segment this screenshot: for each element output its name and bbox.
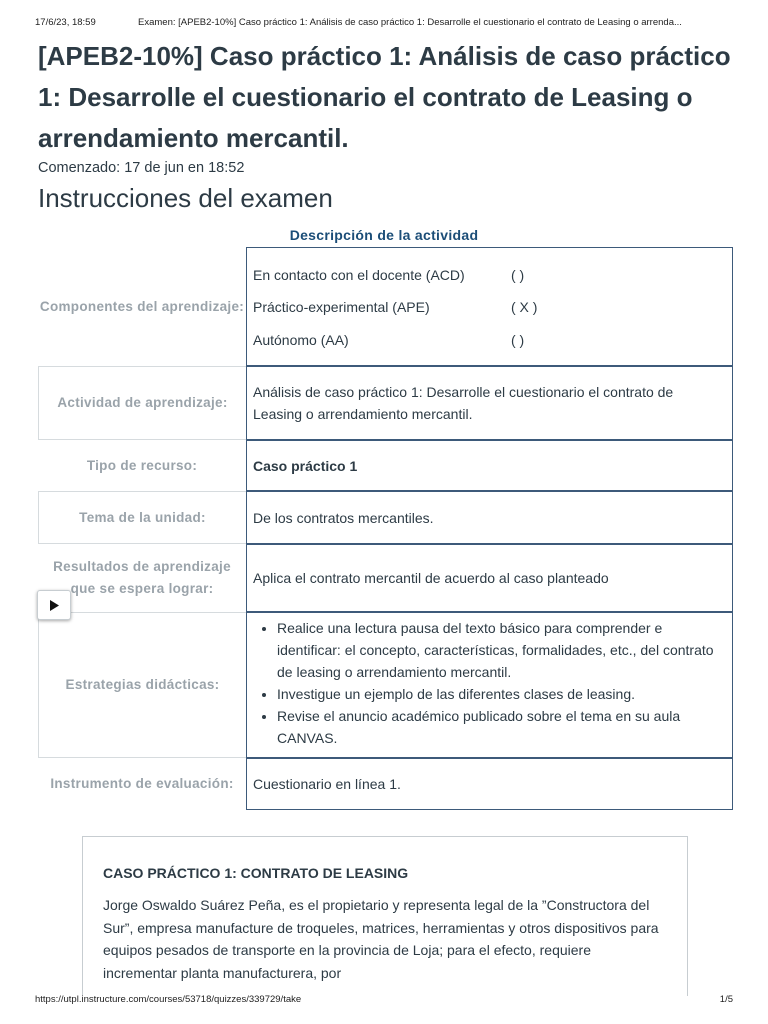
print-date: 17/6/23, 18:59 <box>35 17 96 28</box>
theme-cell <box>246 491 733 544</box>
component-acd-mark: ( ) <box>511 267 525 283</box>
row-instrument <box>38 758 733 810</box>
row-results <box>38 544 733 612</box>
component-acd: En contacto con el docente (ACD) <box>253 267 465 283</box>
strategies-list <box>253 617 722 749</box>
case-title: CASO PRÁCTICO 1: CONTRATO DE LEASING <box>103 865 409 881</box>
components-cell <box>246 247 733 366</box>
play-icon <box>49 600 59 611</box>
row-theme <box>38 491 733 544</box>
activity-label: Actividad de aprendizaje: <box>38 366 246 440</box>
results-cell <box>246 544 733 612</box>
print-header <box>35 17 733 28</box>
play-button[interactable] <box>37 590 71 620</box>
results-label: Resultados de aprendizaje que se espera lograr: <box>53 559 231 596</box>
list-item: • Revise el anuncio académico publicado sobre el tema en su aula CANVAS. <box>277 705 722 749</box>
print-url: https://utpl.instructure.com/courses/53718/quizzes/339729/take <box>35 994 302 1005</box>
started-timestamp: Comenzado: 17 de jun en 18:52 <box>38 160 245 176</box>
case-text: Jorge Oswaldo Suárez Peña, es el propietario y representa legal de la ”Constructora del Sur”, empresa manufacture de troqueles, matrices, herramientas y otros dispositivos para equipos pesados de transporte en la provincia de Loja; para el efecto, requiere incrementar planta manufacturera, por <box>103 897 659 981</box>
components-label: Componentes del aprendizaje: <box>39 298 245 314</box>
component-aa-mark: ( ) <box>511 332 525 348</box>
theme-label: Tema de la unidad: <box>38 491 246 544</box>
row-resource <box>38 440 733 491</box>
theme-value: De los contratos mercantiles. <box>253 509 434 526</box>
print-page-title: Examen: [APEB2-10%] Caso práctico 1: Análisis de caso práctico 1: Desarrolle el cuestionario el contrato de Leasing o arrenda... <box>138 17 682 28</box>
component-ape-mark: ( X ) <box>511 299 538 315</box>
component-aa: Autónomo (AA) <box>253 332 349 348</box>
print-footer <box>35 994 733 1005</box>
results-value: Aplica el contrato mercantil de acuerdo al caso planteado <box>253 570 609 586</box>
activity-cell <box>246 366 733 440</box>
case-study-box <box>82 836 688 996</box>
strategies-cell <box>246 612 733 758</box>
table-caption: Descripción de la actividad <box>289 227 479 243</box>
instrument-cell <box>246 758 733 810</box>
print-page-number: 1/5 <box>719 994 733 1005</box>
strategies-label: Estrategias didácticas: <box>38 612 246 758</box>
list-item: • Realice una lectura pausa del texto básico para comprender e identificar: el concepto, características, formalidades, etc., del contrato de leasing o arrendamiento mercantil. <box>277 617 722 683</box>
instrument-value: Cuestionario en línea 1. <box>253 776 401 792</box>
row-components <box>38 247 733 366</box>
activity-value: Análisis de caso práctico 1: Desarrolle el cuestionario el contrato de Leasing o arrendamiento mercantil. <box>253 384 674 422</box>
resource-cell <box>246 440 733 491</box>
row-activity <box>38 366 733 440</box>
row-strategies <box>38 612 733 758</box>
component-ape: Práctico-experimental (APE) <box>253 299 430 315</box>
instrument-label: Instrumento de evaluación: <box>50 776 234 791</box>
list-item: • Investigue un ejemplo de las diferentes clases de leasing. <box>277 683 722 705</box>
quiz-title: [APEB2-10%] Caso práctico 1: Análisis de caso práctico 1: Desarrolle el cuestionario el contrato de Leasing o arrendamiento mercantil. <box>38 41 731 153</box>
resource-value: Caso práctico 1 <box>253 457 358 474</box>
instructions-heading: Instrucciones del examen <box>38 183 333 213</box>
resource-label: Tipo de recurso: <box>86 457 198 473</box>
